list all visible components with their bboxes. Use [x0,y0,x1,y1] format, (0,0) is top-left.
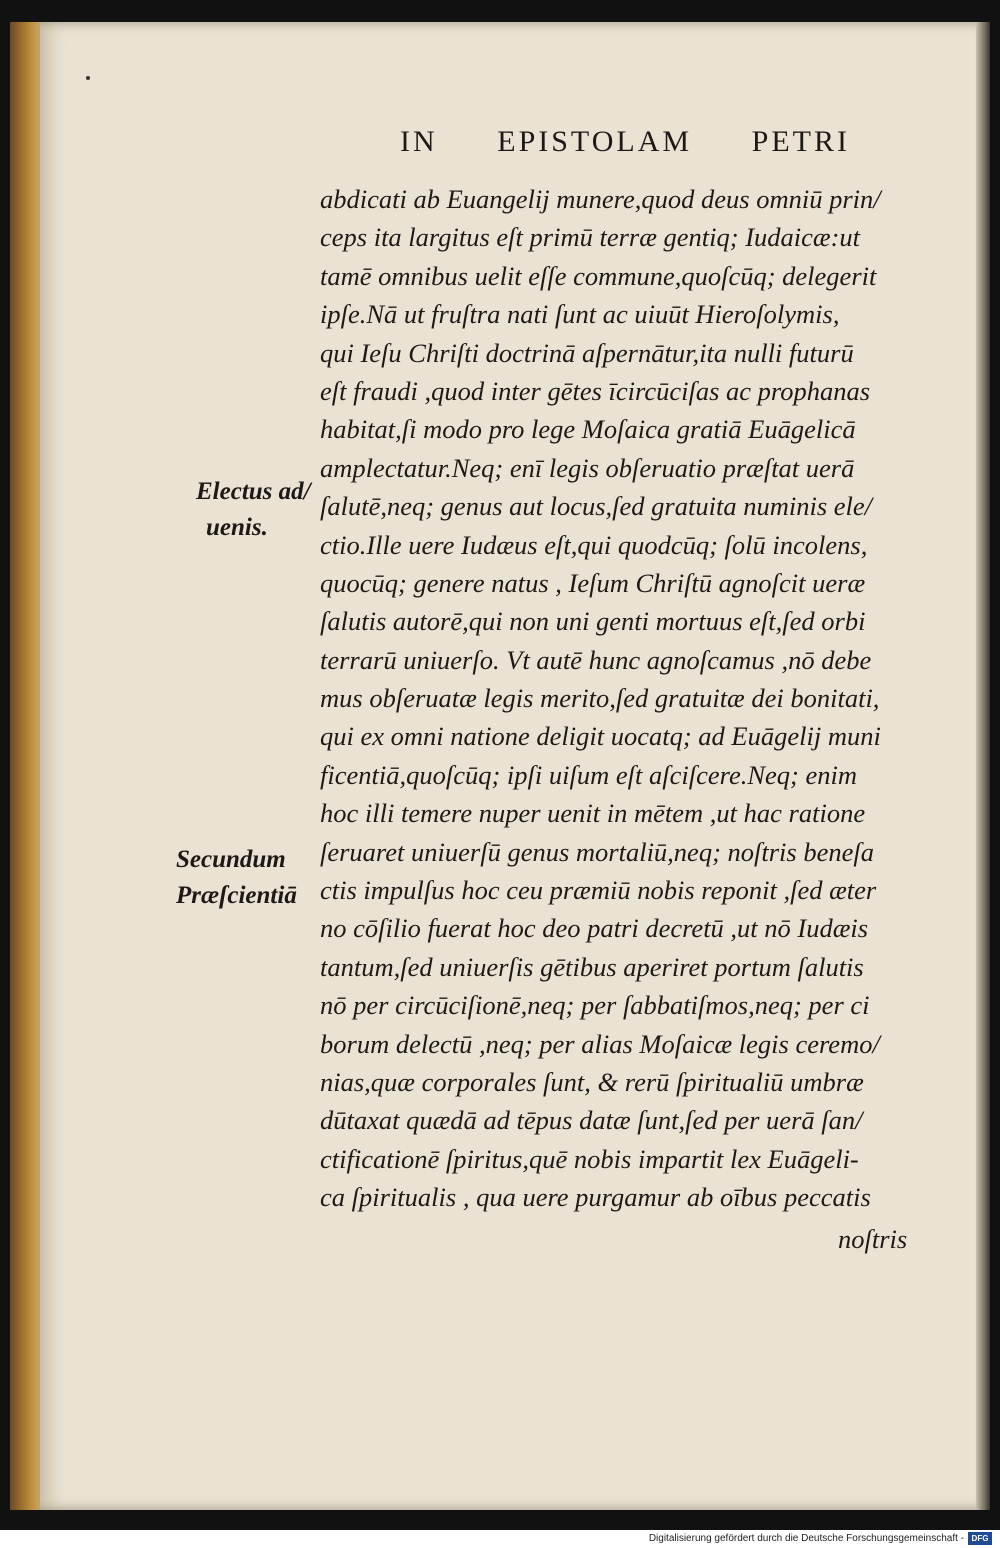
text-line: ca ſpiritualis , qua uere purgamur ab oībus peccatis [320,1182,871,1213]
marginal-note-electus [196,474,311,546]
running-head-word: PETRI [751,125,850,158]
marginal-note-secundum [176,842,297,914]
text-line: ctis impulſus hoc ceu præmiū nobis reponit ,ſed æter [320,875,877,906]
text-line: qui Ieſu Chriſti doctrinā aſpernātur,ita nulli futurū [320,337,854,368]
text-line: nō per circūciſionē,neq; per ſabbatiſmos,neq; per ci [320,990,870,1021]
page-gutter-shadow [976,22,990,1510]
text-line: eſt fraudi ,quod inter gētes īcircūciſas ac prophanas [320,375,871,406]
text-line: no cōſilio fuerat hoc deo patri decretū ,ut nō Iudæis [320,913,869,944]
catchword: noſtris [838,1224,908,1254]
text-line: tantum,ſed uniuerſis gētibus aperiret portum ſalutis [320,951,864,982]
running-head-word: EPISTOLAM [497,125,693,158]
text-line: amplectatur.Neq; enī legis obſeruatio præſtat uerā [320,452,855,483]
marginal-line: Secundum [176,846,286,873]
text-line: nias,quæ corporales ſunt, & rerū ſpiritualiū umbræ [320,1066,864,1097]
text-line: borum delectū ,neq; per alias Moſaicæ legis ceremo/ [320,1028,880,1059]
text-line: ceps ita largitus eſt primū terræ gentiq; Iudaicæ:ut [320,222,861,253]
footer-bar [0,1530,1000,1548]
running-head-word: IN [400,125,438,158]
text-line: terrarū uniuerſo. Vt autē hunc agnoſcamus ,nō debe [320,644,872,675]
funding-credit: Digitalisierung gefördert durch die Deutsche Forschungsgemeinschaft - [648,1533,964,1544]
text-line: ctificationē ſpiritus,quē nobis impartit lex Euāgeli- [320,1143,859,1174]
main-text-block [320,180,948,1217]
marginal-line: uenis. [206,514,268,541]
running-head [400,125,850,159]
text-line: ficentiā,quoſcūq; ipſi uiſum eſt aſciſcere.Neq; enim [320,759,857,790]
marginal-line: Electus ad/ [196,478,311,505]
text-line: quocūq; genere natus , Ieſum Chriſtū agnoſcit ueræ [320,567,866,598]
text-line: qui ex omni natione deligit uocatq; ad Euāgelij muni [320,721,881,752]
text-line: mus obſeruatæ legis merito,ſed gratuitæ dei bonitati, [320,683,880,714]
text-line: ſeruaret uniuerſū genus mortaliū,neq; noſtris beneſa [320,836,874,867]
text-line: ſalutē,neq; genus aut locus,ſed gratuita numinis ele/ [320,491,873,522]
text-line: hoc illi temere nuper uenit in mētem ,ut hac ratione [320,798,866,829]
text-line: dūtaxat quædā ad tēpus datæ ſunt,ſed per uerā ſan/ [320,1105,863,1136]
text-line: abdicati ab Euangelij munere,quod deus omniū prin/ [320,184,881,214]
text-line: habitat,ſi modo pro lege Moſaica gratiā Euāgelicā [320,414,856,445]
dfg-logo-icon: DFG [968,1532,992,1545]
text-line: ipſe.Nā ut fruſtra nati ſunt ac uiuūt Hieroſolymis, [320,299,840,330]
text-line: tamē omnibus uelit eſſe commune,quoſcūq; delegerit [320,260,877,291]
marginal-line: Præſcientiā [176,882,297,909]
ink-speck [86,76,90,80]
text-line: ſalutis autorē,qui non uni genti mortuus eſt,ſed orbi [320,606,866,637]
text-line: ctio.Ille uere Iudæus eſt,qui quodcūq; ſolū incolens, [320,529,868,560]
